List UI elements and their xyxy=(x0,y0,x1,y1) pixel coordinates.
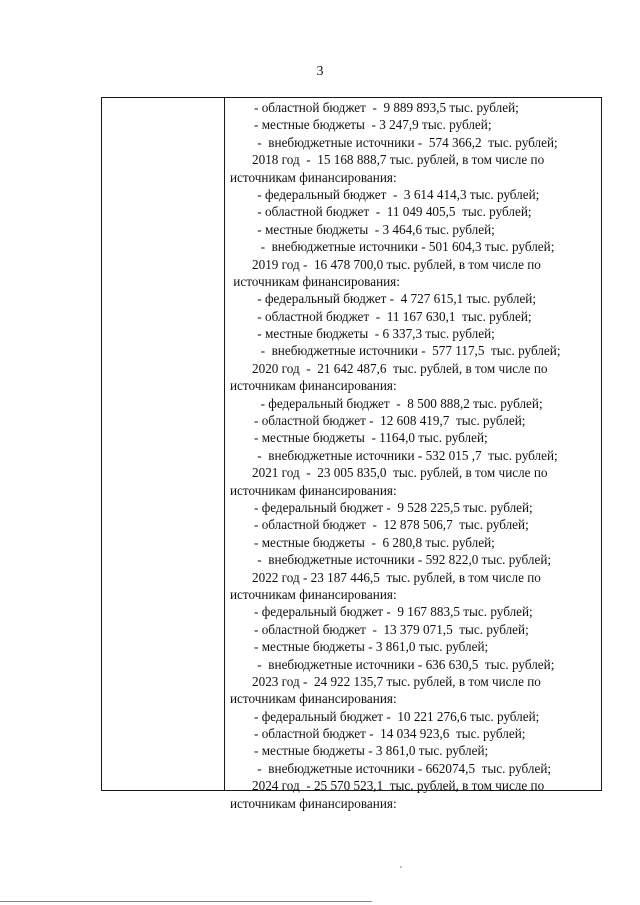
text-line: источникам финансирования: xyxy=(230,273,400,289)
text-line: - местные бюджеты - 1164,0 тыс. рублей; xyxy=(254,430,488,446)
footer-rule xyxy=(0,901,372,902)
text-line: источникам финансирования: xyxy=(230,795,397,811)
text-line: источникам финансирования: xyxy=(230,691,397,707)
text-line: - внебюджетные источники - 574 366,2 тыс. рублей; xyxy=(254,134,558,150)
text-line: - федеральный бюджет - 9 167 883,5 тыс. рублей; xyxy=(254,604,533,620)
text-line: - внебюджетные источники - 532 015 ,7 тыс. рублей; xyxy=(254,447,558,463)
table-right-cell xyxy=(226,98,601,811)
text-line: - местные бюджеты - 3 464,6 тыс. рублей; xyxy=(254,221,495,237)
text-line: источникам финансирования: xyxy=(230,378,397,394)
text-line: - местные бюджеты - 6 337,3 тыс. рублей; xyxy=(254,326,495,342)
text-line: - внебюджетные источники - 501 604,3 тыс. рублей; xyxy=(254,239,555,255)
scan-speck xyxy=(400,866,402,868)
page-number: 3 xyxy=(316,64,324,79)
text-line: - местные бюджеты - 3 247,9 тыс. рублей; xyxy=(254,117,492,133)
text-line: - федеральный бюджет - 8 500 888,2 тыс. рублей; xyxy=(254,395,543,411)
text-line: - областной бюджет - 9 889 893,5 тыс. рублей; xyxy=(254,100,519,115)
text-line: - федеральный бюджет - 9 528 225,5 тыс. рублей; xyxy=(254,499,533,515)
text-line: - местные бюджеты - 6 280,8 тыс. рублей; xyxy=(254,534,495,550)
text-line: 2022 год - 23 187 446,5 тыс. рублей, в том числе по xyxy=(252,569,541,585)
text-line: - внебюджетные источники - 636 630,5 тыс. рублей; xyxy=(254,656,555,672)
text-line: - федеральный бюджет - 10 221 276,6 тыс. рублей; xyxy=(254,708,540,724)
text-line: - федеральный бюджет - 4 727 615,1 тыс. рублей; xyxy=(254,291,537,307)
funding-table xyxy=(101,97,602,811)
text-line: - областной бюджет - 11 167 630,1 тыс. рублей; xyxy=(254,308,532,324)
text-line: 2021 год - 23 005 835,0 тыс. рублей, в том числе по xyxy=(252,465,548,481)
text-line: - областной бюджет - 13 379 071,5 тыс. рублей; xyxy=(254,621,529,637)
table-left-cell xyxy=(102,98,225,790)
text-line: - внебюджетные источники - 662074,5 тыс. рублей; xyxy=(254,760,552,776)
text-line: источникам финансирования: xyxy=(230,586,397,602)
text-line: - местные бюджеты - 3 861,0 тыс. рублей; xyxy=(254,639,489,655)
text-line: 2018 год - 15 168 888,7 тыс. рублей, в том числе по xyxy=(252,152,545,168)
text-line: - областной бюджет - 11 049 405,5 тыс. рублей; xyxy=(254,204,532,220)
text-line: 2024 год - 25 570 523,1 тыс. рублей, в том числе по xyxy=(252,778,545,794)
text-line: - областной бюджет - 12 878 506,7 тыс. рублей; xyxy=(254,517,529,533)
text-line: источникам финансирования: xyxy=(230,169,397,185)
text-line: - местные бюджеты - 3 861,0 тыс. рублей; xyxy=(254,743,489,759)
text-line: 2019 год - 16 478 700,0 тыс. рублей, в том числе по xyxy=(252,256,541,272)
text-line: - внебюджетные источники - 577 117,5 тыс. рублей; xyxy=(254,343,561,359)
text-line: 2023 год - 24 922 135,7 тыс. рублей, в том числе по xyxy=(252,673,541,689)
text-line: - областной бюджет - 14 034 923,6 тыс. рублей; xyxy=(254,726,526,742)
text-line: - внебюджетные источники - 592 822,0 тыс. рублей; xyxy=(254,552,552,568)
text-line: - федеральный бюджет - 3 614 414,3 тыс. рублей; xyxy=(254,186,540,202)
text-line: - областной бюджет - 12 608 419,7 тыс. рублей; xyxy=(254,413,526,429)
text-line: источникам финансирования: xyxy=(230,482,397,498)
text-line: 2020 год - 21 642 487,6 тыс. рублей, в том числе по xyxy=(252,360,548,376)
